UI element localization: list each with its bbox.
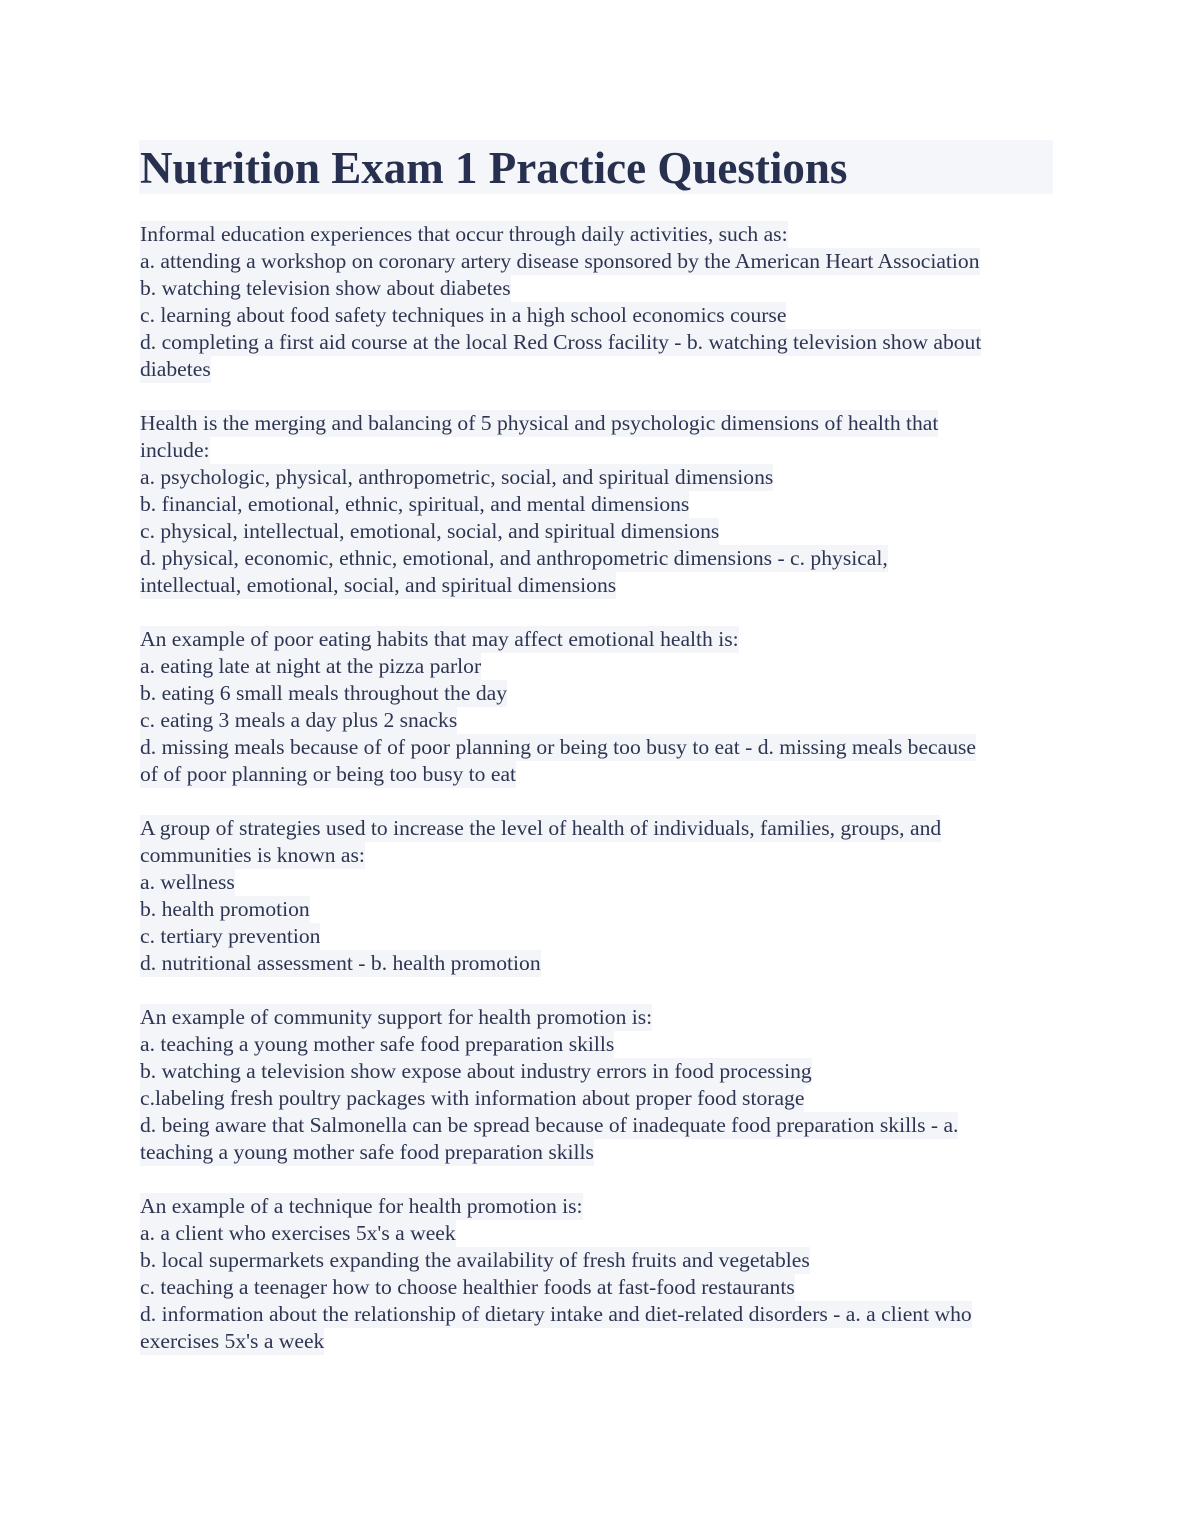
answer-option-c: c. teaching a teenager how to choose healthier foods at fast-food restaurants: [140, 1275, 795, 1299]
question-stem-continued: communities is known as:: [140, 843, 365, 867]
question-2: [140, 410, 1060, 599]
answer-option-c: c. physical, intellectual, emotional, social, and spiritual dimensions: [140, 519, 720, 543]
answer-option-a: a. eating late at night at the pizza parlor: [140, 654, 482, 678]
question-3: [140, 626, 1060, 788]
question-stem: A group of strategies used to increase the level of health of individuals, families, groups, and: [140, 816, 942, 840]
question-1: [140, 221, 1060, 383]
answer-key-continued: exercises 5x's a week: [140, 1329, 325, 1353]
question-4: [140, 815, 1060, 977]
answer-option-b: b. watching television show about diabetes: [140, 276, 511, 300]
answer-option-a: a. psychologic, physical, anthropometric, social, and spiritual dimensions: [140, 465, 774, 489]
answer-option-a: a. wellness: [140, 870, 235, 894]
answer-option-c: c. eating 3 meals a day plus 2 snacks: [140, 708, 458, 732]
question-6: [140, 1193, 1060, 1355]
questions-list: [140, 221, 1060, 1382]
question-5: [140, 1004, 1060, 1166]
answer-option-a: a. a client who exercises 5x's a week: [140, 1221, 456, 1245]
answer-option-c: c. tertiary prevention: [140, 924, 321, 948]
answer-key-continued: teaching a young mother safe food preparation skills: [140, 1140, 594, 1164]
answer-option-a: a. attending a workshop on coronary artery disease sponsored by the American Heart Association: [140, 249, 980, 273]
answer-option-d: d. missing meals because of of poor planning or being too busy to eat - d. missing meals because: [140, 735, 976, 759]
answer-key-continued: of of poor planning or being too busy to eat: [140, 762, 517, 786]
answer-option-d: d. information about the relationship of dietary intake and diet-related disorders - a. a client who: [140, 1302, 972, 1326]
answer-option-b: b. local supermarkets expanding the availability of fresh fruits and vegetables: [140, 1248, 810, 1272]
answer-key-continued: diabetes: [140, 357, 211, 381]
answer-option-b: b. health promotion: [140, 897, 310, 921]
question-stem: An example of community support for health promotion is:: [140, 1005, 653, 1029]
answer-option-b: b. financial, emotional, ethnic, spiritual, and mental dimensions: [140, 492, 690, 516]
answer-key-continued: intellectual, emotional, social, and spiritual dimensions: [140, 573, 617, 597]
answer-option-d: d. being aware that Salmonella can be spread because of inadequate food preparation skills - a.: [140, 1113, 959, 1137]
answer-option-d: d. completing a first aid course at the local Red Cross facility - b. watching television show about: [140, 330, 982, 354]
answer-option-d: d. nutritional assessment - b. health promotion: [140, 951, 541, 975]
answer-option-c: c.labeling fresh poultry packages with information about proper food storage: [140, 1086, 805, 1110]
answer-option-b: b. watching a television show expose about industry errors in food processing: [140, 1059, 812, 1083]
answer-option-d: d. physical, economic, ethnic, emotional, and anthropometric dimensions - c. physical,: [140, 546, 888, 570]
question-stem-continued: include:: [140, 438, 210, 462]
answer-option-b: b. eating 6 small meals throughout the day: [140, 681, 508, 705]
question-stem: An example of poor eating habits that may affect emotional health is:: [140, 627, 739, 651]
answer-option-a: a. teaching a young mother safe food preparation skills: [140, 1032, 615, 1056]
question-stem: Health is the merging and balancing of 5 physical and psychologic dimensions of health that: [140, 411, 939, 435]
answer-option-c: c. learning about food safety techniques in a high school economics course: [140, 303, 787, 327]
page-title: Nutrition Exam 1 Practice Questions: [140, 143, 848, 193]
question-stem: An example of a technique for health promotion is:: [140, 1194, 583, 1218]
question-stem: Informal education experiences that occur through daily activities, such as:: [140, 222, 788, 246]
